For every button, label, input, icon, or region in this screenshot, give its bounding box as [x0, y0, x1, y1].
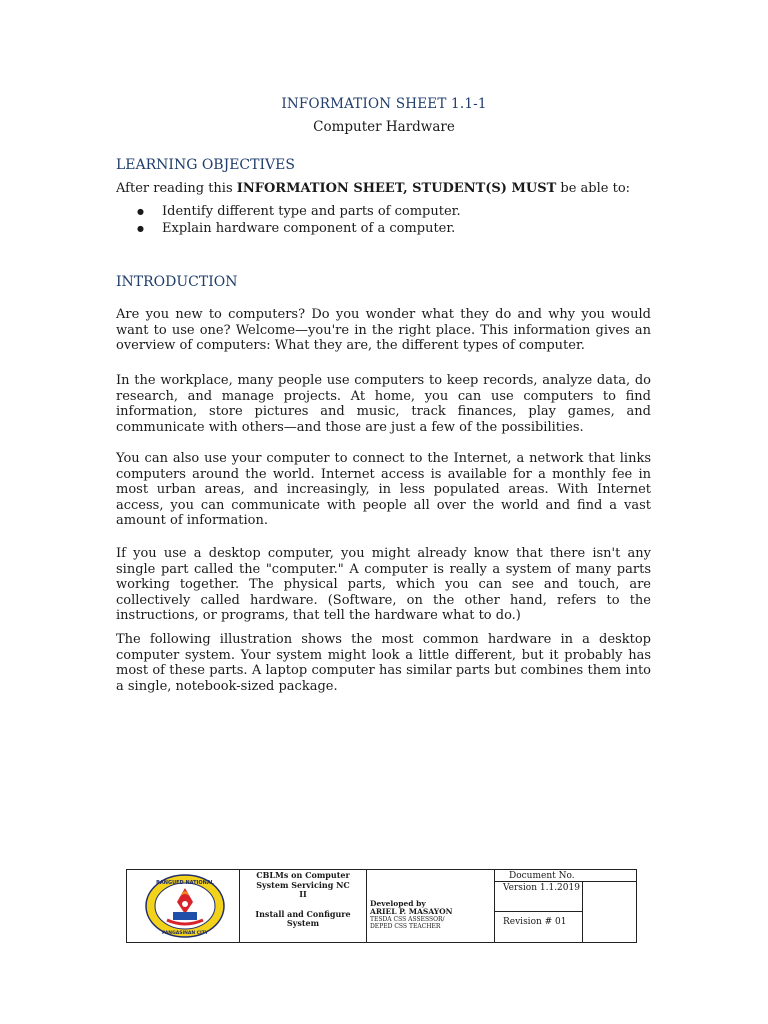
paragraph-3: You can also use your computer to connect to the Internet, a network that links computers around the world. Internet access is available for a monthly fee in most urban areas, and increasingly, in less populated areas. With Internet access, you can communicate with people all over the world and find a vast amount of information. — [116, 451, 651, 528]
introduction-heading: INTRODUCTION — [116, 274, 238, 290]
objectives-list — [135, 203, 461, 237]
footer-logo-cell — [127, 870, 240, 942]
developed-by-label: Developed by — [370, 899, 426, 908]
course-line: CBLMs on Computer — [256, 870, 350, 880]
paragraph-1: Are you new to computers? Do you wonder what they do and why you would want to use one? Welcome—you're in the right place. This information gives an overview of computers: What they are, the different types of computer. — [116, 307, 651, 353]
author-role: DEPED CSS TEACHER — [370, 923, 441, 930]
course-line: System — [286, 918, 320, 928]
list-item: ● Identify different type and parts of computer. — [135, 203, 461, 220]
version-block — [495, 882, 583, 942]
school-seal-icon — [145, 874, 225, 938]
document-subtitle: Computer Hardware — [313, 119, 455, 135]
course-line: Install and Configure — [255, 908, 351, 919]
version-label: Version 1.1.2019 — [495, 882, 582, 912]
paragraph-5: The following illustration shows the most common hardware in a desktop computer system. Your system might look a little different, but it probably has most of these parts. A laptop computer has similar parts but combines them into a single, notebook-sized package. — [116, 632, 651, 694]
course-line: System Servicing NC — [256, 879, 350, 890]
course-line: II — [299, 889, 307, 899]
document-footer-table — [126, 869, 637, 943]
developer-info — [367, 870, 495, 942]
objectives-intro-prefix: After reading this — [116, 181, 237, 196]
revision-label: Revision # 01 — [503, 917, 567, 927]
course-info — [240, 870, 367, 942]
objectives-intro — [116, 181, 630, 196]
objectives-intro-bold: INFORMATION SHEET, STUDENT(S) MUST — [236, 181, 557, 196]
svg-text:PANGASINAN CITY: PANGASINAN CITY — [161, 931, 209, 936]
author-role: TESDA CSS ASSESSOR/ — [370, 916, 445, 923]
svg-text:BANGUED NATIONAL: BANGUED NATIONAL — [156, 880, 214, 886]
paragraph-2: In the workplace, many people use computers to keep records, analyze data, do research, and manage projects. At home, you can use computers to find information, store pictures and music, track finances, play games, and communicate with others—and those are just a few of the possibilities. — [116, 373, 651, 435]
footer-course-cell — [240, 870, 495, 942]
author-name: ARIEL P. MASAYON — [370, 907, 453, 916]
objectives-intro-suffix: be able to: — [556, 181, 631, 196]
learning-objectives-heading: LEARNING OBJECTIVES — [116, 157, 295, 173]
footer-doc-cell — [495, 870, 638, 942]
paragraph-4: If you use a desktop computer, you might already know that there isn't any single part called the "computer." A computer is really a system of many parts working together. The physical parts, which you can see and touch, are collectively called hardware. (Software, on the other hand, refers to the instructions, or programs, that tell the hardware what to do.) — [116, 546, 651, 623]
list-item: ● Explain hardware component of a computer. — [135, 220, 461, 237]
document-title: INFORMATION SHEET 1.1-1 — [281, 96, 487, 112]
document-number-label: Document No. — [495, 870, 637, 882]
